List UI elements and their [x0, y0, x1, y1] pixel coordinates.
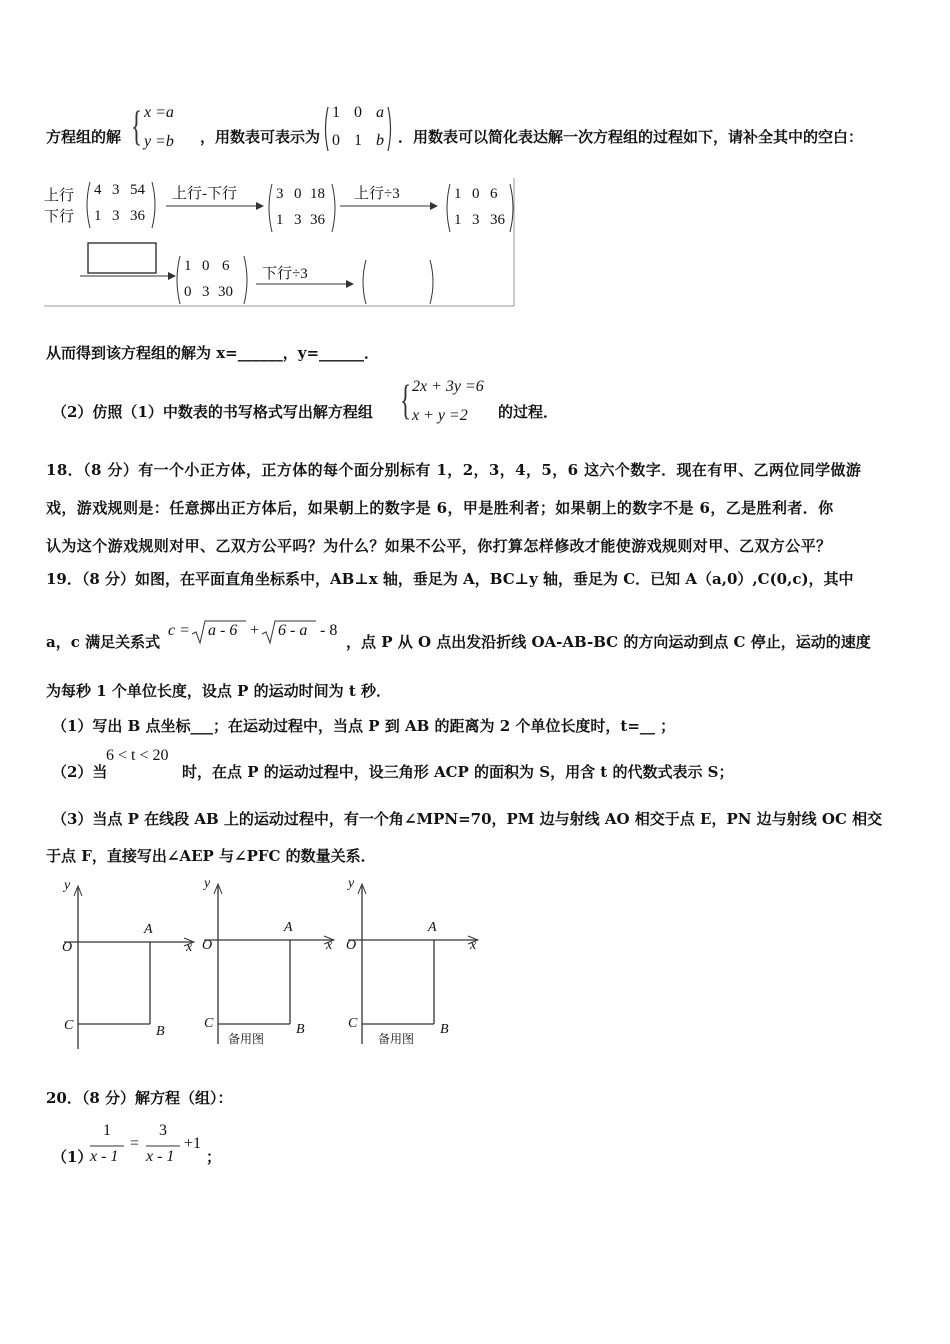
formula-plus: + — [250, 622, 260, 639]
m1-r2c2: 3 — [112, 208, 120, 224]
m2-r2c1: 1 — [276, 212, 284, 228]
sys2-row1: 2x + 3y =6 — [412, 378, 484, 395]
formula-c-lhs: c = — [168, 622, 190, 639]
label-lower-row: 下行 — [44, 209, 75, 225]
m4-r2c3: 30 — [218, 284, 233, 300]
p19-q3-line2: 于点 F，直接写出∠AEP 与∠PFC 的数量关系． — [46, 847, 376, 865]
fig1-b-label: B — [156, 1024, 165, 1039]
p17-part2-suffix: 的过程． — [498, 403, 559, 421]
m4-r1c1: 1 — [184, 258, 192, 274]
m3-r1c2: 0 — [472, 186, 480, 202]
fig1-o-label: O — [62, 940, 73, 955]
fig1-x-label: x — [186, 940, 193, 955]
p20-q1-end: ； — [206, 1148, 222, 1166]
m2-r2c3: 36 — [310, 212, 325, 228]
matrix-r1c1: 1 — [332, 104, 340, 121]
frac2-denominator: x - 1 — [146, 1148, 175, 1165]
m2-r1c1: 3 — [276, 186, 284, 202]
fig2-y-label: y — [204, 876, 211, 891]
p17-mid-text: ，用数表可表示为 — [200, 128, 321, 146]
fig2-c-label: C — [204, 1016, 214, 1031]
coord-figure-3 — [342, 874, 484, 1054]
m2-r1c2: 0 — [294, 186, 302, 202]
m3-r1c3: 6 — [490, 186, 498, 202]
p19-q2-inequality: 6 < t < 20 — [106, 747, 169, 764]
matrix-r1c2: 0 — [354, 104, 362, 121]
frac1-numerator: 1 — [103, 1122, 111, 1139]
m3-r2c3: 36 — [490, 212, 505, 228]
m3-r2c1: 1 — [454, 212, 462, 228]
matrix-process-diagram — [44, 178, 516, 308]
p18-line2: 戏，游戏规则是：任意掷出正方体后，如果朝上的数字是 6，甲是胜利者；如果朝上的数字不是 6，乙是胜利者．你 — [46, 499, 834, 517]
fig3-o-label: O — [346, 938, 357, 953]
fig3-b-label: B — [440, 1022, 449, 1037]
m4-r2c2: 3 — [202, 284, 210, 300]
fig2-caption: 备用图 — [228, 1032, 265, 1046]
m4-r1c2: 0 — [202, 258, 210, 274]
fig3-a-label: A — [428, 920, 437, 935]
p17-intro-prefix: 方程组的解 — [46, 128, 122, 146]
fig3-x-label: x — [470, 938, 477, 953]
m1-r2c3: 36 — [130, 208, 145, 224]
fig2-b-label: B — [296, 1022, 305, 1037]
m2-r1c3: 18 — [310, 186, 325, 202]
sys2-row2: x + y =2 — [412, 407, 468, 424]
p19-q2-suffix: 时，在点 P 的运动过程中，设三角形 ACP 的面积为 S，用含 t 的代数式表示 S； — [182, 763, 734, 781]
matrix-r2c3: b — [376, 132, 384, 149]
sys1-brace: { — [131, 104, 143, 150]
m3-r2c2: 3 — [472, 212, 480, 228]
p20-title: 20．（8 分）解方程（组）： — [46, 1089, 233, 1107]
m1-r1c3: 54 — [130, 182, 145, 198]
formula-root1: a - 6 — [208, 622, 238, 639]
sys1-row1: x =a — [144, 104, 174, 121]
p17-result-text: 从而得到该方程组的解为 x=______，y=______． — [46, 344, 380, 362]
fig3-c-label: C — [348, 1016, 358, 1031]
fig1-y-label: y — [64, 878, 71, 893]
matrix-r1c3: a — [376, 104, 384, 121]
fig2-o-label: O — [202, 938, 213, 953]
figure-1-drawing — [58, 874, 198, 1054]
m2-r2c2: 3 — [294, 212, 302, 228]
plus-one: +1 — [184, 1135, 202, 1152]
m4-r2c1: 0 — [184, 284, 192, 300]
p17-tail-text: ．用数表可以简化表达解一次方程组的过程如下，请补全其中的空白： — [398, 128, 864, 146]
coord-figure-1 — [58, 874, 198, 1054]
op-upper-div-3: 上行÷3 — [354, 186, 400, 202]
fig3-y-label: y — [348, 876, 355, 891]
m1-r1c1: 4 — [94, 182, 102, 198]
p18-line1: 18．（8 分）有一个小正方体，正方体的每个面分别标有 1，2，3，4，5，6 这六个数字．现在有甲、乙两位同学做游 — [46, 461, 862, 479]
op-lower-div-3: 下行÷3 — [262, 266, 308, 282]
frac2-numerator: 3 — [159, 1122, 167, 1139]
m1-r1c2: 3 — [112, 182, 120, 198]
matrix-ab — [322, 104, 394, 154]
formula-tail: - 8 — [320, 622, 338, 639]
fig2-x-label: x — [326, 938, 333, 953]
frac1-denominator: x - 1 — [90, 1148, 119, 1165]
op-upper-minus-lower: 上行-下行 — [172, 186, 237, 202]
equals-sign: = — [130, 1135, 140, 1152]
p19-line3: 为每秒 1 个单位长度，设点 P 的运动时间为 t 秒． — [46, 682, 391, 700]
fig1-a-label: A — [144, 922, 153, 937]
p20-q1-label: （1） — [52, 1148, 93, 1166]
m3-r1c1: 1 — [454, 186, 462, 202]
p18-line3: 认为这个游戏规则对甲、乙双方公平吗？为什么？如果不公平，你打算怎样修改才能使游戏规则对甲、乙双方公平？ — [46, 537, 832, 555]
p19-line1: 19．（8 分）如图，在平面直角坐标系中，AB⊥x 轴，垂足为 A，BC⊥y 轴，垂足为 C．已知 A（a,0）,C(0,c)，其中 — [46, 570, 854, 588]
formula-c — [168, 618, 344, 648]
m4-r1c3: 6 — [222, 258, 230, 274]
p19-q2-prefix: （2）当 — [52, 763, 108, 781]
p19-line2-prefix: a，c 满足关系式 — [46, 633, 161, 651]
coord-figure-2 — [198, 874, 340, 1054]
matrix-r2c2: 1 — [354, 132, 362, 149]
fig3-caption: 备用图 — [378, 1032, 415, 1046]
p19-q1: （1）写出 B 点坐标___；在运动过程中，当点 P 到 AB 的距离为 2 个单位长度时，t=__ ； — [52, 717, 676, 735]
p19-line2-suffix: ，点 P 从 O 点出发沿折线 OA-AB-BC 的方向运动到点 C 停止，运动的速度 — [346, 633, 871, 651]
sys1-row2: y =b — [144, 133, 174, 150]
figure-2-drawing — [198, 874, 340, 1054]
fig1-c-label: C — [64, 1018, 74, 1033]
p20-equation — [88, 1122, 218, 1172]
matrix-r2c1: 0 — [332, 132, 340, 149]
label-upper-row: 上行 — [44, 188, 75, 204]
m1-r2c1: 1 — [94, 208, 102, 224]
sys2-brace: { — [400, 378, 412, 424]
figure-3-drawing — [342, 874, 484, 1054]
fig2-a-label: A — [284, 920, 293, 935]
p17-part2-prefix: （2）仿照（1）中数表的书写格式写出解方程组 — [52, 403, 373, 421]
formula-root2: 6 - a — [278, 622, 308, 639]
p19-q3-line1: （3）当点 P 在线段 AB 上的运动过程中，有一个角∠MPN=70，PM 边与射线 AO 相交于点 E，PN 边与射线 OC 相交 — [52, 810, 883, 828]
